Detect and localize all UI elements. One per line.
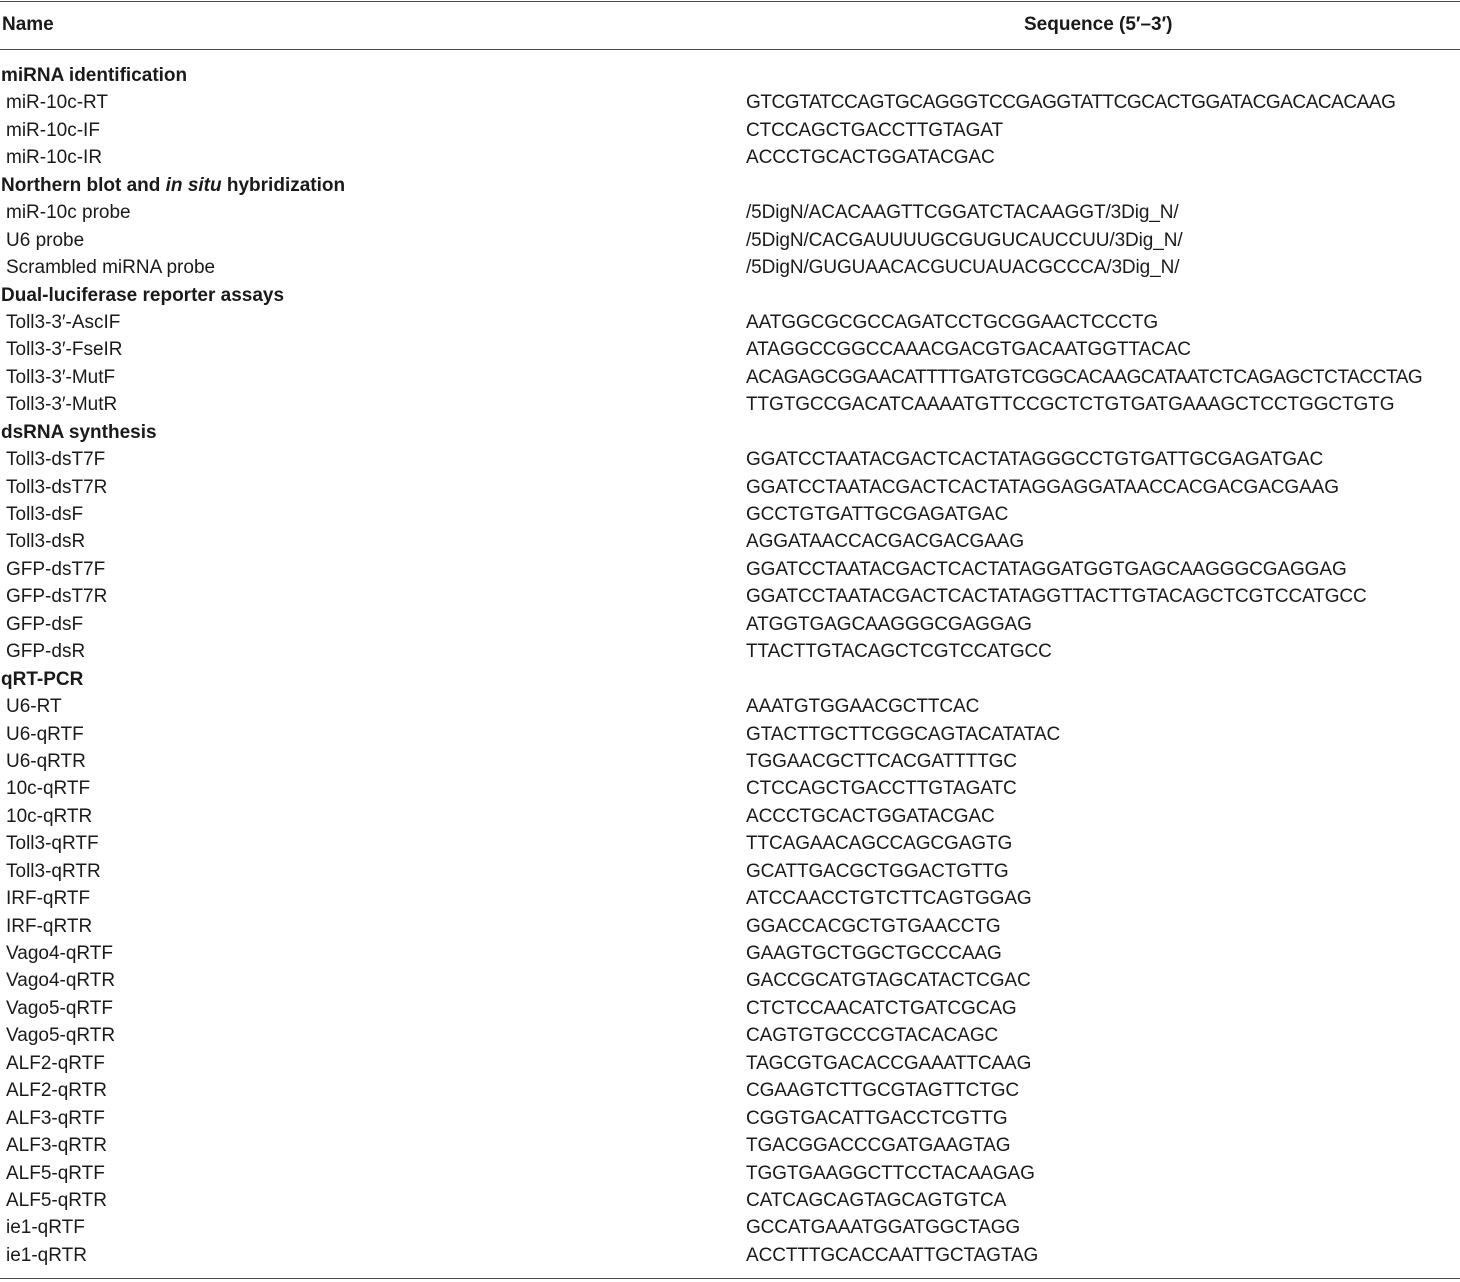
table-header (0, 12, 1460, 40)
primer-name: Vago5-qRTR (6, 1025, 116, 1047)
primer-sequence: GGATCCTAATACGACTCACTATAGGATGGTGAGCAAGGGCGAGGAG (746, 558, 1347, 580)
primer-sequence: TTCAGAACAGCCAGCGAGTG (746, 833, 1013, 855)
table-row (0, 1187, 1460, 1214)
primer-sequence: TTGTGCCGACATCAAAATGTTCCGCTCTGTGATGAAAGCTCCTGGCTGTG (746, 394, 1395, 416)
section-heading (0, 172, 1460, 199)
primer-name: Vago4-qRTR (6, 970, 116, 992)
primer-sequence: /5DigN/CACGAUUUUGCGUGUCAUCCUU/3Dig_N/ (746, 229, 1183, 251)
header-name: Name (2, 14, 54, 35)
primer-name: U6 probe (6, 229, 85, 251)
primer-sequence: CGAAGTCTTGCGTAGTTCTGC (746, 1080, 1020, 1102)
primer-name: GFP-dsR (6, 641, 86, 663)
primer-name: IRF-qRTF (6, 888, 91, 910)
table-row (0, 693, 1460, 720)
table-bottom-rule (0, 1278, 1460, 1279)
table-row (0, 721, 1460, 748)
section-title-part: Northern blot and (1, 174, 166, 196)
table-row (0, 1050, 1460, 1077)
table-top-rule (0, 1, 1460, 2)
table-row (0, 309, 1460, 336)
primer-name: miR-10c probe (6, 202, 131, 224)
section-title: dsRNA synthesis (1, 421, 157, 443)
primer-sequence: /5DigN/ACACAAGTTCGGATCTACAAGGT/3Dig_N/ (746, 202, 1179, 224)
primer-sequence: GACCGCATGTAGCATACTCGAC (746, 970, 1031, 992)
table-row (0, 1160, 1460, 1187)
table-row (0, 913, 1460, 940)
table-row (0, 1242, 1460, 1269)
primer-name: Vago5-qRTF (6, 997, 114, 1019)
table-row (0, 336, 1460, 363)
table-row (0, 775, 1460, 802)
primer-name: GFP-dsT7F (6, 558, 106, 580)
primer-sequence: GGATCCTAATACGACTCACTATAGGAGGATAACCACGACGACGAAG (746, 476, 1339, 498)
primer-sequence: CAGTGTGCCCGTACACAGC (746, 1025, 999, 1047)
primer-name: Scrambled miRNA probe (6, 257, 216, 279)
table-body (0, 62, 1460, 1269)
table-row (0, 117, 1460, 144)
table-row (0, 830, 1460, 857)
primer-sequence: TTACTTGTACAGCTCGTCCATGCC (746, 641, 1052, 663)
primer-sequence: GGATCCTAATACGACTCACTATAGGTTACTTGTACAGCTCGTCCATGCC (746, 586, 1367, 608)
primer-sequence: ATAGGCCGGCCAAACGACGTGACAATGGTTACAC (746, 339, 1191, 361)
primer-name: Toll3-3′-MutF (6, 366, 116, 388)
primer-sequence: AATGGCGCGCCAGATCCTGCGGAACTCCCTG (746, 311, 1159, 333)
table-row (0, 995, 1460, 1022)
table-row (0, 528, 1460, 555)
primer-sequence: GCATTGACGCTGGACTGTTG (746, 860, 1009, 882)
primer-name: U6-qRTF (6, 723, 84, 745)
primer-sequence: TGGTGAAGGCTTCCTACAAGAG (746, 1162, 1035, 1184)
table-row (0, 1022, 1460, 1049)
header-rule (0, 49, 1460, 50)
primer-name: Toll3-3′-AscIF (6, 311, 121, 333)
primer-name: ALF2-qRTF (6, 1052, 105, 1074)
primer-sequence: ACCCTGCACTGGATACGAC (746, 805, 995, 827)
primer-name: IRF-qRTR (6, 915, 93, 937)
table-row (0, 391, 1460, 418)
primer-name: Vago4-qRTF (6, 943, 114, 964)
section-title: miRNA identification (1, 65, 188, 86)
primer-sequence: ACCTTTGCACCAATTGCTAGTAG (746, 1244, 1039, 1266)
primer-name: ie1-qRTR (6, 1244, 87, 1266)
primer-name: miR-10c-IF (6, 119, 100, 141)
primer-name: GFP-dsF (6, 613, 84, 635)
primer-sequence: ACCCTGCACTGGATACGAC (746, 147, 995, 169)
table-row (0, 556, 1460, 583)
primer-sequence: CTCCAGCTGACCTTGTAGAT (746, 119, 1003, 141)
primer-sequence: CATCAGCAGTAGCAGTGTCA (746, 1189, 1007, 1211)
table-row (0, 254, 1460, 281)
table-row (0, 885, 1460, 912)
table-row (0, 144, 1460, 171)
table-row (0, 89, 1460, 116)
table-row (0, 1214, 1460, 1241)
primer-name: ALF3-qRTF (6, 1107, 105, 1129)
table-row (0, 638, 1460, 665)
primer-name: ALF2-qRTR (6, 1080, 108, 1102)
section-heading (0, 62, 1460, 89)
section-title-part: in situ (165, 174, 222, 196)
table-row (0, 858, 1460, 885)
table-row (0, 967, 1460, 994)
primer-sequence: GGATCCTAATACGACTCACTATAGGGCCTGTGATTGCGAGATGAC (746, 449, 1324, 471)
table-row (0, 227, 1460, 254)
primer-sequence: ATCCAACCTGTCTTCAGTGGAG (746, 888, 1032, 910)
table-row (0, 364, 1460, 391)
table-row (0, 940, 1460, 967)
primer-sequence: AGGATAACCACGACGACGAAG (746, 531, 1025, 553)
primer-sequence: /5DigN/GUGUAACACGUCUAUACGCCCA/3Dig_N/ (746, 257, 1180, 279)
section-heading (0, 282, 1460, 309)
primer-sequence: TGGAACGCTTCACGATTTTGC (746, 750, 1017, 772)
primer-sequence: AAATGTGGAACGCTTCAC (746, 696, 980, 718)
primer-name: Toll3-dsF (6, 504, 84, 525)
primer-name: Toll3-qRTR (6, 860, 101, 882)
primer-sequence: ATGGTGAGCAAGGGCGAGGAG (746, 613, 1032, 635)
table-row (0, 611, 1460, 638)
section-heading (0, 666, 1460, 693)
primer-name: Toll3-3′-MutR (6, 394, 118, 416)
primer-name: miR-10c-IR (6, 147, 103, 169)
primer-name: Toll3-dsT7F (6, 449, 106, 471)
primer-sequence: GTCGTATCCAGTGCAGGGTCCGAGGTATTCGCACTGGATACGACACACAAG (746, 92, 1396, 114)
primer-sequence: ACAGAGCGGAACATTTTGATGTCGGCACAAGCATAATCTCAGAGCTCTACCTAG (746, 366, 1423, 388)
primer-sequence: GTACTTGCTTCGGCAGTACATATAC (746, 723, 1061, 745)
section-title (1, 172, 345, 199)
table-row (0, 748, 1460, 775)
section-title-part: hybridization (221, 174, 346, 196)
primer-name: ALF3-qRTR (6, 1135, 108, 1157)
table-row (0, 583, 1460, 610)
primer-sequence: GCCTGTGATTGCGAGATGAC (746, 504, 1009, 525)
primer-name: Toll3-dsT7R (6, 476, 108, 498)
primer-name: 10c-qRTF (6, 778, 91, 800)
primer-name: GFP-dsT7R (6, 586, 108, 608)
section-title: Dual-luciferase reporter assays (1, 284, 285, 306)
primer-name: Toll3-dsR (6, 531, 86, 553)
primer-sequence: TGACGGACCCGATGAAGTAG (746, 1135, 1011, 1157)
primer-sequence: CTCCAGCTGACCTTGTAGATC (746, 778, 1017, 800)
primer-sequence: CTCTCCAACATCTGATCGCAG (746, 997, 1017, 1019)
primer-name: Toll3-qRTF (6, 833, 99, 855)
primer-name: U6-qRTR (6, 750, 86, 772)
table-row (0, 1132, 1460, 1159)
table-row (0, 474, 1460, 501)
table-row (0, 1077, 1460, 1104)
primer-name: 10c-qRTR (6, 805, 93, 827)
primer-sequence: CGGTGACATTGACCTCGTTG (746, 1107, 1008, 1129)
primer-name: miR-10c-RT (6, 92, 109, 114)
primer-name: ALF5-qRTF (6, 1162, 105, 1184)
primer-sequence: GGACCACGCTGTGAACCTG (746, 915, 1001, 937)
primer-name: U6-RT (6, 696, 62, 718)
table-row (0, 1105, 1460, 1132)
table-row (0, 446, 1460, 473)
section-title: qRT-PCR (1, 668, 84, 690)
table-row (0, 199, 1460, 226)
primer-sequence: TAGCGTGACACCGAAATTCAAG (746, 1052, 1032, 1074)
primer-name: Toll3-3′-FseIR (6, 339, 123, 361)
primer-name: ie1-qRTF (6, 1217, 85, 1239)
primer-sequence: GCCATGAAATGGATGGCTAGG (746, 1217, 1021, 1239)
table-row (0, 501, 1460, 528)
table-row (0, 803, 1460, 830)
section-heading (0, 419, 1460, 446)
header-sequence: Sequence (5′–3′) (1024, 14, 1173, 35)
primer-name: ALF5-qRTR (6, 1189, 108, 1211)
primer-sequence: GAAGTGCTGGCTGCCCAAG (746, 943, 1002, 964)
